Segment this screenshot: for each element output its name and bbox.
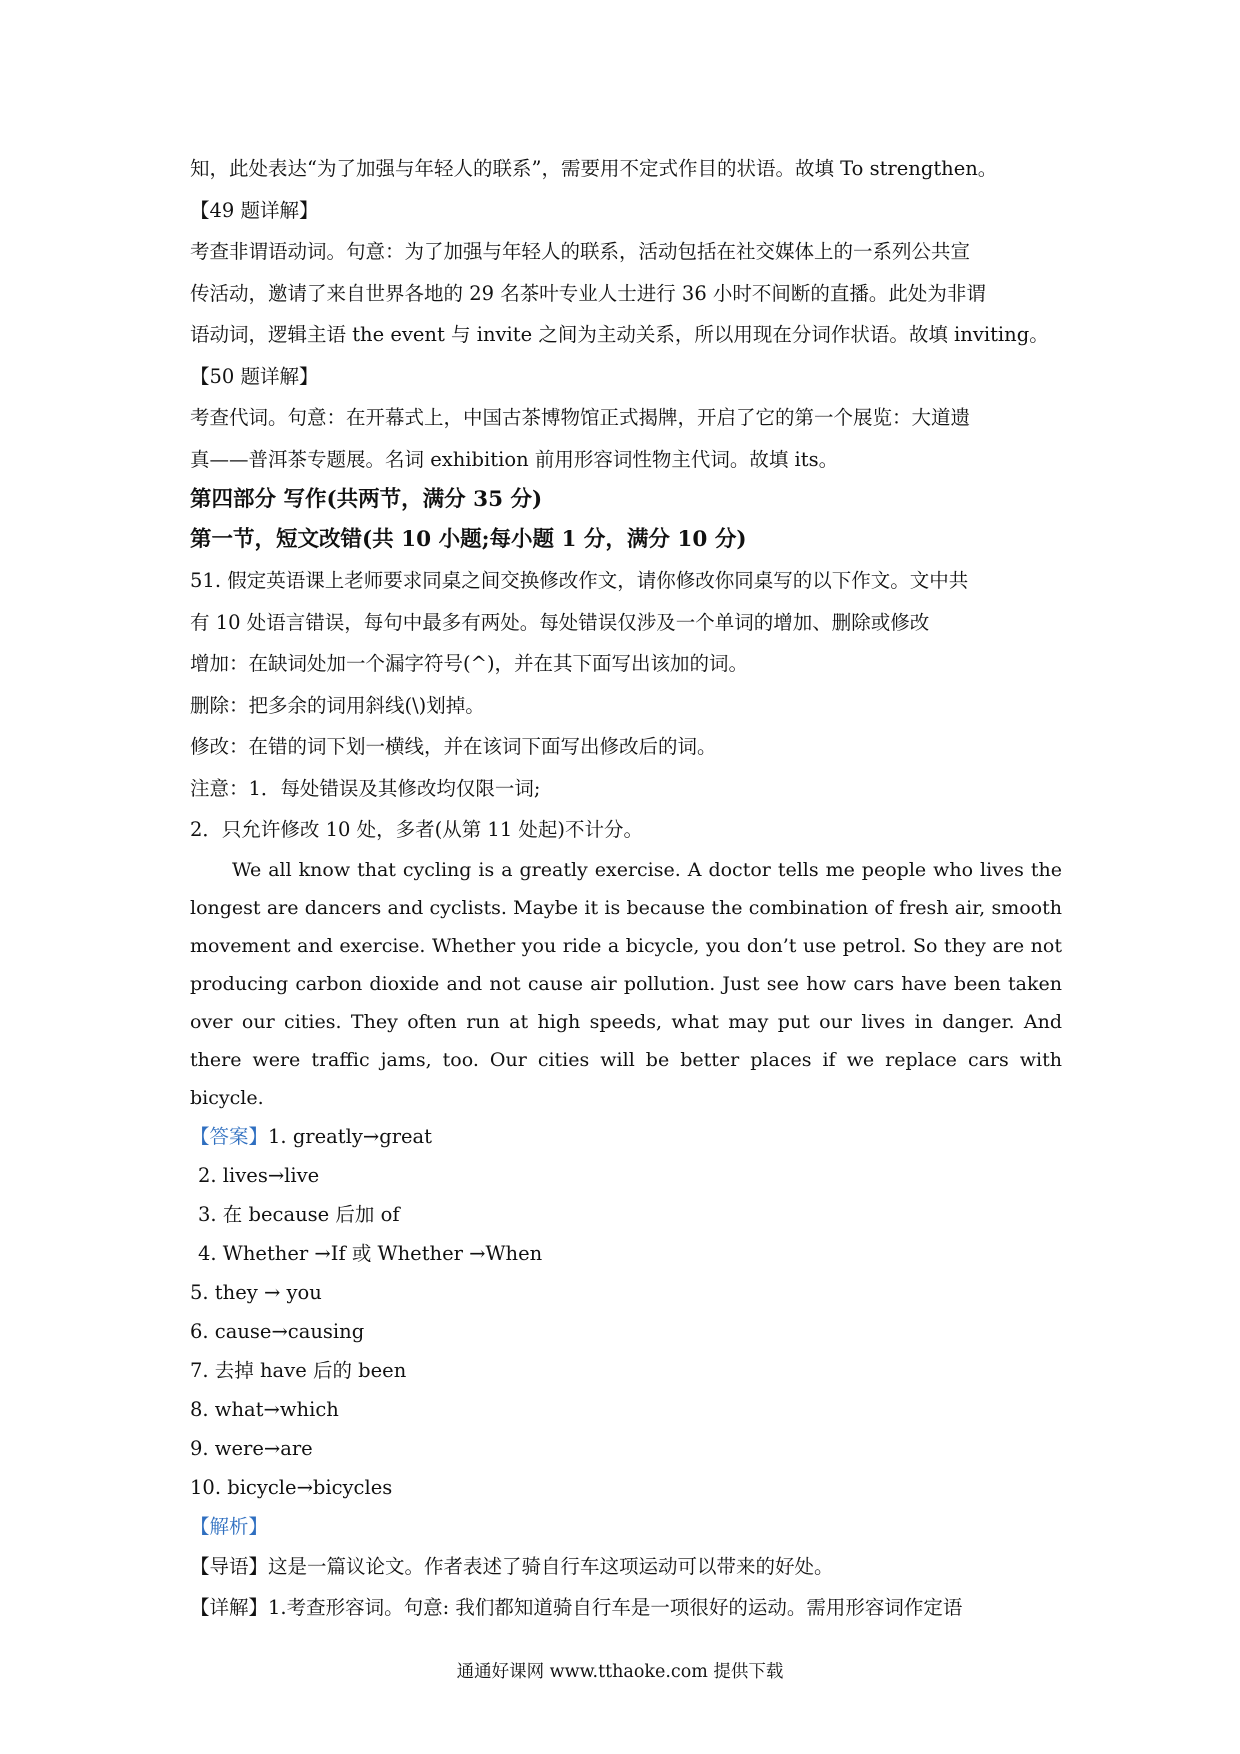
question-line-6: 注意：1．每处错误及其修改均仅限一词; xyxy=(190,776,541,800)
answer-tag: 【答案】 xyxy=(190,1124,269,1148)
q50-heading: 【50 题详解】 xyxy=(190,364,319,388)
question-line-3: 增加：在缺词处加一个漏字符号(^)，并在其下面写出该加的词。 xyxy=(190,652,749,675)
q49-heading: 【49 题详解】 xyxy=(190,198,319,222)
intro-line-8: 真——普洱茶专题展。名词 exhibition 前用形容词性物主代词。故填 its。 xyxy=(190,447,839,471)
section1-title: 第一节，短文改错(共 10 小题;每小题 1 分，满分 10 分) xyxy=(190,527,747,552)
intro-line-5: 语动词，逻辑主语 the event 与 invite 之间为主动关系，所以用现在分词作状语。故填 inviting。 xyxy=(190,323,1049,346)
analysis-tag: 【解析】 xyxy=(190,1514,269,1538)
answer-item: 5. they → you xyxy=(190,1280,322,1304)
question-line-5: 修改：在错的词下划一横线，并在该词下面写出修改后的词。 xyxy=(190,735,717,758)
page-footer: 通通好课网 www.tthaoke.com 提供下载 xyxy=(456,1662,784,1682)
guide-line: 【导语】这是一篇议论文。作者表述了骑自行车这项运动可以带来的好处。 xyxy=(190,1554,834,1578)
intro-line-3: 考查非谓语动词。句意：为了加强与年轻人的联系，活动包括在社交媒体上的一系列公共宣 xyxy=(190,240,971,263)
intro-line-4: 传活动，邀请了来自世界各地的 29 名茶叶专业人士进行 36 小时不间断的直播。此处为非谓 xyxy=(190,281,986,305)
answer-item: 1. greatly→great xyxy=(268,1124,433,1148)
answer-item: 8. what→which xyxy=(190,1397,339,1421)
essay-paragraph: We all know that cycling is a greatly exercise. A doctor tells me people who lives the longest are dancers and cyclists. Maybe it is because the combination of fresh air, smooth movement and exercise. Whether you ride a bicycle, you don’t use petrol. So they are not producing carbon dioxide and not cause air pollution. Just see how cars have been taken over our cities. They often run at high speeds, what may put our lives in danger. And there were traffic jams, too. Our cities will be better places if we replace cars with bicycle. xyxy=(190,858,1062,1109)
question-line-4: 删除：把多余的词用斜线(\)划掉。 xyxy=(190,693,485,717)
page-content xyxy=(190,148,1062,1629)
answer-item: 7. 去掉 have 后的 been xyxy=(190,1358,407,1382)
answer-item: 10. bicycle→bicycles xyxy=(190,1475,393,1499)
answer-item: 2. lives→live xyxy=(198,1163,320,1187)
answer-item: 3. 在 because 后加 of xyxy=(198,1202,400,1226)
detail-line: 【详解】1.考查形容词。句意: 我们都知道骑自行车是一项很好的运动。需用形容词作定语 xyxy=(190,1596,963,1619)
question-line-1: 51. 假定英语课上老师要求同桌之间交换修改作文，请你修改你同桌写的以下作文。文中共 xyxy=(190,569,969,592)
answer-item: 4. Whether →If 或 Whether →When xyxy=(198,1241,543,1265)
answer-item: 9. were→are xyxy=(190,1436,313,1460)
answer-line-1 xyxy=(190,1117,1062,1156)
essay-passage xyxy=(190,851,1062,1117)
answer-item: 6. cause→causing xyxy=(190,1319,365,1343)
intro-line-7: 考查代词。句意：在开幕式上，中国古茶博物馆正式揭牌，开启了它的第一个展览：大道遗 xyxy=(190,406,971,429)
question-line-2: 有 10 处语言错误，每句中最多有两处。每处错误仅涉及一个单词的增加、删除或修改 xyxy=(190,610,930,634)
intro-line-1: 知，此处表达“为了加强与年轻人的联系”，需要用不定式作目的状语。故填 To strengthen。 xyxy=(190,157,998,180)
part4-title: 第四部分 写作(共两节，满分 35 分) xyxy=(190,487,543,512)
question-line-7: 2．只允许修改 10 处，多者(从第 11 处起)不计分。 xyxy=(190,818,644,841)
